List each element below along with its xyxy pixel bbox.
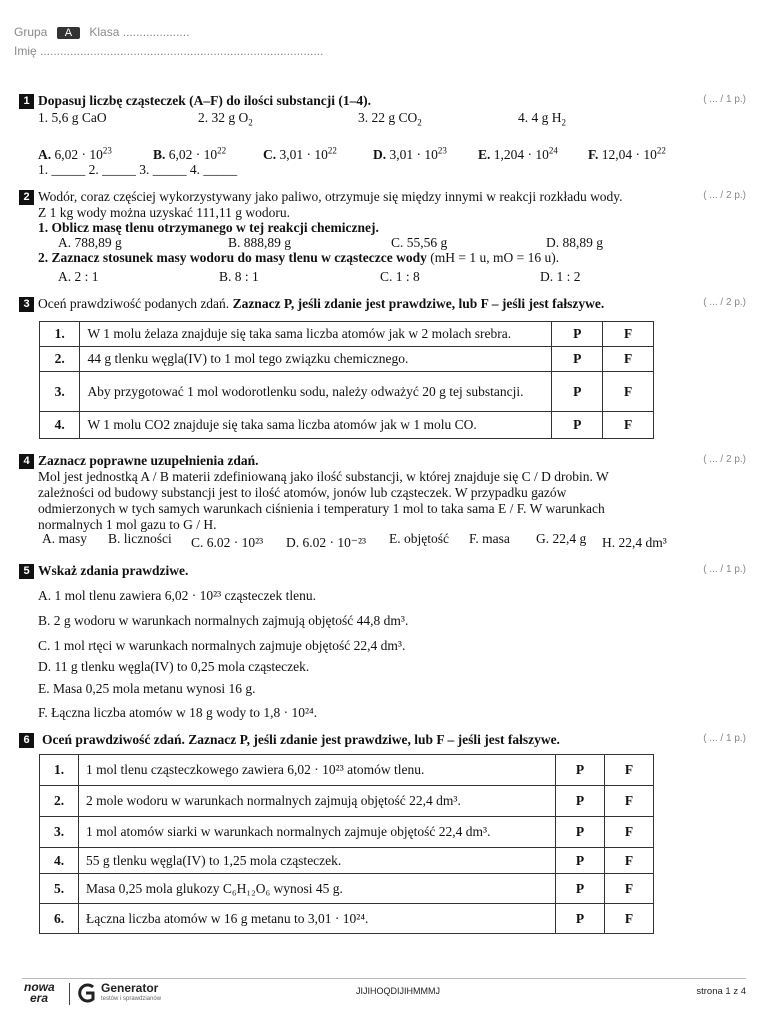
q4-option-d[interactable]: D. 6.02 · 10⁻²³ <box>286 535 367 550</box>
q1-points: ( ... / 1 p.) <box>703 94 746 105</box>
row-number: 3. <box>40 372 80 412</box>
statement: Masa 0,25 mola glukozy C₆H₁₂O₆ wynosi 45 g. <box>79 874 556 904</box>
false-option[interactable]: F <box>603 347 654 372</box>
statement: 1 mol atomów siarki w warunkach normalnych zajmuje objętość 22,4 dm³. <box>79 817 556 848</box>
q4-option-f[interactable]: F. masa <box>469 531 510 546</box>
statement: W 1 molu CO2 znajduje się taka sama liczba atomów jak w 1 molu CO. <box>80 412 552 439</box>
false-option[interactable]: F <box>605 755 654 786</box>
q4-option-c[interactable]: C. 6.02 · 10²³ <box>191 535 264 550</box>
q2-sub1: 1. Oblicz masę tlenu otrzymanego w tej reakcji chemicznej. <box>38 220 379 235</box>
q2-sub2-c[interactable]: C. 1 : 8 <box>380 269 420 284</box>
false-option[interactable]: F <box>603 372 654 412</box>
q1-option-e[interactable]: E. $1,204 \cdot 10^{24}$ <box>478 145 558 162</box>
statement: 44 g tlenku węgla(IV) to 1 mol tego związku chemicznego. <box>80 347 552 372</box>
q2-sub2-d[interactable]: D. 1 : 2 <box>540 269 581 284</box>
true-option[interactable]: P <box>552 372 603 412</box>
q5-title: Wskaż zdania prawdziwe. <box>38 563 189 578</box>
q2-sub1-d[interactable]: D. 88,89 g <box>546 235 603 250</box>
false-option[interactable]: F <box>605 817 654 848</box>
row-number: 1. <box>40 322 80 347</box>
statement: 55 g tlenku węgla(IV) to 1,25 mola cząsteczek. <box>79 848 556 874</box>
false-option[interactable]: F <box>605 848 654 874</box>
q1-substance-2: 2. 32 g $O_2$ <box>198 110 253 128</box>
q5-item-e[interactable]: E. Masa 0,25 mola metanu wynosi 16 g. <box>38 681 256 696</box>
false-option[interactable]: F <box>605 786 654 817</box>
q4-line-2: zależności od budowy substancji jest to ilość atomów, jonów lub cząsteczek. W przypadku gazów <box>38 485 567 500</box>
row-number: 5. <box>40 874 79 904</box>
true-option[interactable]: P <box>556 874 605 904</box>
q4-points: ( ... / 2 p.) <box>703 454 746 465</box>
q2-sub1-c[interactable]: C. 55,56 g <box>391 235 448 250</box>
row-number: 3. <box>40 817 79 848</box>
name-field[interactable]: Imię ..................................................................................... <box>14 44 324 58</box>
footer-divider <box>22 978 746 979</box>
q1-substance-4: 4. 4 g $H_2$ <box>518 110 566 128</box>
q2-points: ( ... / 2 p.) <box>703 190 746 201</box>
q2-intro-1: Wodór, coraz częściej wykorzystywany jako paliwo, otrzymuje się między innymi w reakcji rozkładu wody. <box>38 189 623 204</box>
q1-option-c[interactable]: C. $3,01 \cdot 10^{22}$ <box>263 145 337 162</box>
generator-title: Generator <box>101 981 159 995</box>
statement: Aby przygotować 1 mol wodorotlenku sodu, należy odważyć 20 g tej substancji. <box>80 372 552 412</box>
group-label: Grupa <box>14 25 48 39</box>
q5-item-c[interactable]: C. 1 mol rtęci w warunkach normalnych zajmuje objętość 22,4 dm³. <box>38 638 406 653</box>
question-number-4: 4 <box>19 454 34 469</box>
true-option[interactable]: P <box>552 322 603 347</box>
statement: 1 mol tlenu cząsteczkowego zawiera 6,02 · 10²³ atomów tlenu. <box>79 755 556 786</box>
test-code: JIJIHOQDIJIHMMMJ <box>356 986 440 996</box>
table-row <box>40 347 654 372</box>
row-number: 4. <box>40 412 80 439</box>
q3-title: Oceń prawdziwość podanych zdań. Zaznacz P, jeśli zdanie jest prawdziwe, lub F – jeśli jest fałszywe. <box>38 296 605 311</box>
q4-title: Zaznacz poprawne uzupełnienia zdań. <box>38 453 259 468</box>
q1-option-a[interactable]: A. $6,02 \cdot 10^{23}$ <box>38 145 112 162</box>
q4-line-1: Mol jest jednostką A / B materii zdefiniowaną jako ilość substancji, w której znajduje się C / D drobin. W <box>38 469 609 484</box>
q1-title: Dopasuj liczbę cząsteczek (A–F) do ilości substancji (1–4). <box>38 93 371 108</box>
q1-option-d[interactable]: D. $3,01 \cdot 10^{23}$ <box>373 145 447 162</box>
q4-line-3: odmierzonych w tych samych warunkach ciśnienia i temperatury 1 mol to taka sama E / F. W warunkach <box>38 501 605 516</box>
question-number-6: 6 <box>19 733 34 748</box>
generator-subtitle: testów i sprawdzianów <box>101 996 162 1002</box>
q1-substance-1: 1. 5,6 g CaO <box>38 110 107 125</box>
q5-points: ( ... / 1 p.) <box>703 564 746 575</box>
row-number: 2. <box>40 347 80 372</box>
table-row <box>40 322 654 347</box>
q5-item-d[interactable]: D. 11 g tlenku węgla(IV) to 0,25 mola cząsteczek. <box>38 659 310 674</box>
table-row <box>40 874 654 904</box>
true-option[interactable]: P <box>552 347 603 372</box>
table-row <box>40 848 654 874</box>
q2-intro-2: Z 1 kg wody można uzyskać 111,11 g wodoru. <box>38 205 290 220</box>
q4-line-4: normalnych 1 mol gazu to G / H. <box>38 517 217 532</box>
q2-sub2-b[interactable]: B. 8 : 1 <box>219 269 259 284</box>
q2-sub2-a[interactable]: A. 2 : 1 <box>58 269 99 284</box>
true-option[interactable]: P <box>556 848 605 874</box>
question-number-3: 3 <box>19 297 34 312</box>
group-class-line <box>14 25 189 39</box>
q6-points: ( ... / 1 p.) <box>703 733 746 744</box>
q5-item-f[interactable]: F. Łączna liczba atomów w 18 g wody to 1,8 · 10²⁴. <box>38 705 318 720</box>
nowa-era-logo: nowa era <box>24 980 55 1005</box>
q3-table <box>39 321 654 439</box>
q2-sub1-b[interactable]: B. 888,89 g <box>228 235 292 250</box>
true-option[interactable]: P <box>552 412 603 439</box>
statement: Łączna liczba atomów w 16 g metanu to 3,01 · 10²⁴. <box>79 904 556 934</box>
table-row <box>40 786 654 817</box>
table-row <box>40 372 654 412</box>
table-row <box>40 817 654 848</box>
true-option[interactable]: P <box>556 817 605 848</box>
q1-answer-line[interactable]: 1. _____ 2. _____ 3. _____ 4. _____ <box>38 162 238 177</box>
true-option[interactable]: P <box>556 786 605 817</box>
false-option[interactable]: F <box>605 904 654 934</box>
true-option[interactable]: P <box>556 904 605 934</box>
q1-substance-3: 3. 22 g $CO_2$ <box>358 110 422 128</box>
q4-option-g[interactable]: G. 22,4 g <box>536 531 587 546</box>
table-row <box>40 755 654 786</box>
group-badge: A <box>57 27 80 39</box>
q4-option-h[interactable]: H. 22,4 dm³ <box>602 535 667 550</box>
class-field[interactable]: Klasa .................... <box>89 25 190 39</box>
false-option[interactable]: F <box>603 322 654 347</box>
true-option[interactable]: P <box>556 755 605 786</box>
q2-sub2: 2. Zaznacz stosunek masy wodoru do masy tlenu w cząsteczce wody (mH = 1 u, mO = 16 u). <box>38 250 560 265</box>
q5-item-b[interactable]: B. 2 g wodoru w warunkach normalnych zajmują objętość 44,8 dm³. <box>38 613 409 628</box>
question-number-5: 5 <box>19 564 34 579</box>
footer-logo-separator <box>69 983 70 1005</box>
question-number-1: 1 <box>19 94 34 109</box>
statement: W 1 molu żelaza znajduje się taka sama liczba atomów jak w 2 molach srebra. <box>80 322 552 347</box>
q4-option-e[interactable]: E. objętość <box>389 531 449 546</box>
false-option[interactable]: F <box>605 874 654 904</box>
q5-item-a[interactable]: A. 1 mol tlenu zawiera 6,02 · 10²³ cząsteczek tlenu. <box>38 588 316 603</box>
row-number: 1. <box>40 755 79 786</box>
statement: 2 mole wodoru w warunkach normalnych zajmują objętość 22,4 dm³. <box>79 786 556 817</box>
q3-points: ( ... / 2 p.) <box>703 297 746 308</box>
table-row <box>40 412 654 439</box>
q1-option-f[interactable]: F. $12,04 \cdot 10^{22}$ <box>588 145 666 162</box>
table-row <box>40 904 654 934</box>
row-number: 6. <box>40 904 79 934</box>
q1-option-b[interactable]: B. $6,02 \cdot 10^{22}$ <box>153 145 227 162</box>
generator-icon <box>76 982 96 1009</box>
q4-option-b[interactable]: B. liczności <box>108 531 172 546</box>
q4-option-a[interactable]: A. masy <box>42 531 87 546</box>
q2-sub1-a[interactable]: A. 788,89 g <box>58 235 122 250</box>
row-number: 2. <box>40 786 79 817</box>
question-number-2: 2 <box>19 190 34 205</box>
row-number: 4. <box>40 848 79 874</box>
q6-title: Oceń prawdziwość zdań. Zaznacz P, jeśli zdanie jest prawdziwe, lub F – jeśli jest fałszywe. <box>42 732 560 747</box>
false-option[interactable]: F <box>603 412 654 439</box>
q6-table <box>39 754 654 934</box>
page-number: strona 1 z 4 <box>696 986 746 997</box>
